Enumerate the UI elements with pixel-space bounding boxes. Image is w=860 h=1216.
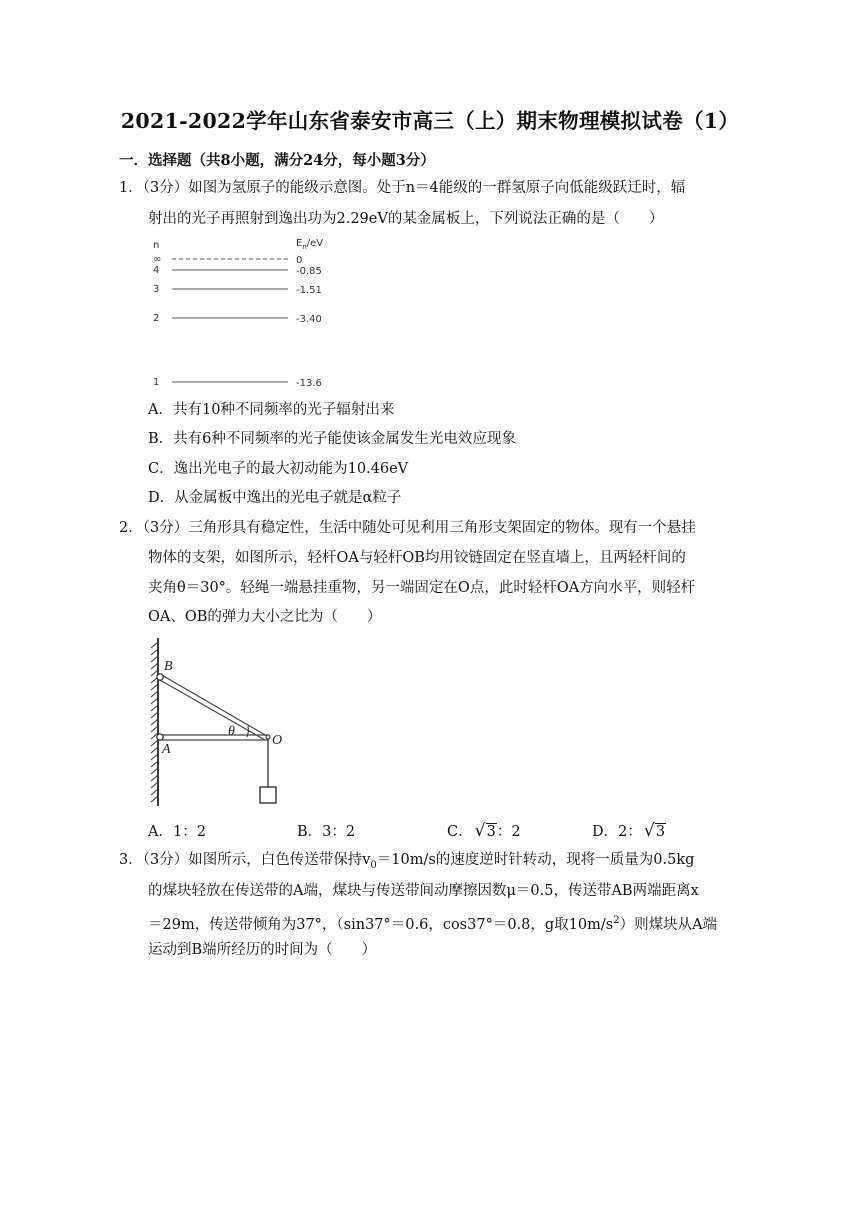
- hatch-mark: [151, 712, 158, 718]
- hatch-mark: [151, 691, 158, 697]
- q2-option-c-prefix: C．: [447, 824, 473, 840]
- level-n-label: 4: [153, 265, 160, 276]
- energy-header: $E_n/eV$: [296, 238, 324, 251]
- level-n-label: 1: [153, 377, 160, 388]
- label-theta: θ: [228, 724, 235, 739]
- hatch-mark: [151, 698, 158, 704]
- hatch-mark: [151, 656, 158, 662]
- q3-line1-b: ＝10m/s的速度逆时针转动，现将一质量为0.5kg: [376, 852, 695, 868]
- label-o: O: [272, 733, 283, 748]
- q2-stem-line2: 物体的支架，如图所示，轻杆OA与轻杆OB均用铰链固定在竖直墙上，且两轻杆间的: [148, 550, 686, 566]
- wall-hatching: [151, 642, 158, 802]
- q1-stem-line2: 射出的光子再照射到逸出功为2.29eV的某金属板上，下列说法正确的是（ ）: [148, 211, 664, 227]
- page-title: 2021-2022学年山东省泰安市高三（上）期末物理模拟试卷（1）: [120, 109, 740, 133]
- energy-level-diagram: [148, 232, 348, 392]
- q2-option-a: A．1：2: [148, 824, 206, 840]
- hatch-mark: [151, 796, 158, 802]
- level-energy-label: -13.6: [296, 378, 322, 389]
- sqrt-symbol: √ 3: [643, 821, 666, 841]
- hatch-mark: [151, 775, 158, 781]
- q2-stem-line4: OA、OB的弹力大小之比为（ ）: [148, 609, 382, 625]
- hatch-mark: [151, 726, 158, 732]
- q3-stem-line4: 运动到B端所经历的时间为（ ）: [148, 942, 377, 958]
- q1-option-a: A．共有10种不同频率的光子辐射出来: [148, 402, 395, 418]
- q2-option-c-root: 3: [486, 824, 496, 840]
- q3-line3-a: ＝29m，传送带倾角为37°，（sin37°＝0.6，cos37°＝0.8，g取10m/s: [148, 916, 614, 933]
- q2-stem-line1: 2．（3分）三角形具有稳定性，生活中随处可见利用三角形支架固定的物体。现有一个悬挂: [119, 520, 696, 536]
- q1-stem-line1: 1．（3分）如图为氢原子的能级示意图。处于n＝4能级的一群氢原子向低能级跃迁时，辐: [119, 180, 686, 196]
- level-energy-label: -0.85: [296, 266, 322, 277]
- point-o: [266, 735, 270, 739]
- q2-option-b: B．3：2: [297, 824, 356, 840]
- hatch-mark: [151, 740, 158, 746]
- q3-line1-a: 3．（3分）如图所示，白色传送带保持v: [119, 852, 371, 868]
- hatch-mark: [151, 768, 158, 774]
- q1-option-c: C．逸出光电子的最大初动能为10.46eV: [148, 461, 409, 477]
- hatch-mark: [151, 754, 158, 760]
- q3-line3-sup: 2: [613, 915, 620, 926]
- q2-stem-line3: 夹角θ＝30°。轻绳一端悬挂重物，另一端固定在O点，此时轻杆OA方向水平，则轻杆: [148, 580, 696, 596]
- hanging-weight: [260, 787, 276, 803]
- rod-ob-lower: [160, 680, 265, 740]
- q2-option-c-suffix: ：2: [496, 824, 521, 840]
- q3-stem-line2: 的煤块轻放在传送带的A端，煤块与传送带间动摩擦因数μ＝0.5，传送带AB两端距离x: [148, 883, 699, 899]
- level-n-label: 3: [153, 284, 160, 295]
- hatch-mark: [151, 782, 158, 788]
- q2-option-d: [592, 820, 666, 841]
- q2-option-d-root: 3: [655, 824, 666, 840]
- level-energy-label: 0: [296, 255, 303, 266]
- hinge-b: [157, 674, 163, 680]
- hatch-mark: [151, 747, 158, 753]
- level-n-label: 2: [153, 313, 160, 324]
- level-n-label: ∞: [153, 254, 162, 265]
- n-header: n: [153, 240, 160, 251]
- section-heading: 一．选择题（共8小题，满分24分，每小题3分）: [119, 152, 435, 169]
- q2-option-d-prefix: D．2：: [592, 824, 642, 840]
- hatch-mark: [151, 719, 158, 725]
- hatch-mark: [151, 789, 158, 795]
- q3-stem-line1: [119, 850, 694, 876]
- bracket-diagram: [148, 636, 308, 812]
- q1-option-d: D．从金属板中逸出的光电子就是α粒子: [148, 490, 402, 506]
- q3-stem-line3: [148, 911, 717, 935]
- label-b: B: [164, 659, 173, 674]
- q3-line3-b: ）则煤块从A端: [619, 916, 718, 933]
- hatch-mark: [151, 649, 158, 655]
- q2-option-c: [447, 820, 521, 841]
- rod-ob-upper: [160, 674, 267, 736]
- hatch-mark: [151, 663, 158, 669]
- hatch-mark: [151, 642, 158, 648]
- hatch-mark: [151, 684, 158, 690]
- level-energy-label: -3.40: [296, 314, 322, 325]
- label-a: A: [162, 742, 171, 757]
- sqrt-symbol: √ 3: [474, 821, 496, 841]
- q1-option-b: B．共有6种不同频率的光子能使该金属发生光电效应现象: [148, 431, 516, 447]
- hatch-mark: [151, 705, 158, 711]
- hinge-a: [157, 734, 163, 740]
- q3-line1-sub: 0: [370, 859, 377, 871]
- hatch-mark: [151, 761, 158, 767]
- level-energy-label: -1.51: [296, 285, 322, 296]
- energy-levels: [153, 254, 322, 389]
